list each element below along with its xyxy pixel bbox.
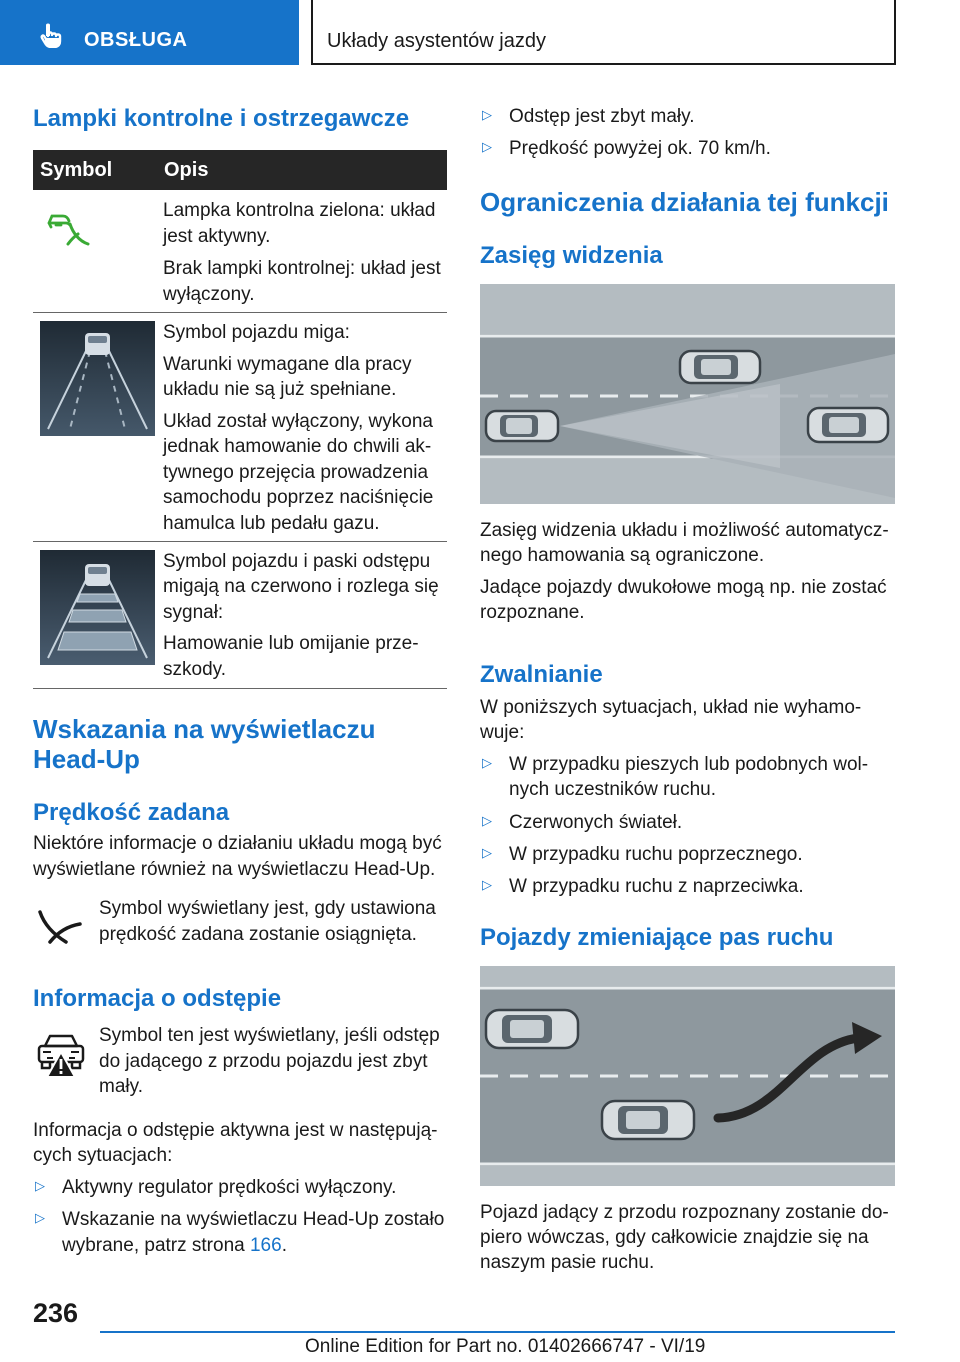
- speed-heading: Prędkość zadana: [33, 799, 230, 826]
- row1-desc-line: wyłączony.: [163, 284, 255, 305]
- bullet-triangle-icon: ▷: [482, 845, 492, 860]
- distance-intro-line: Informacja o odstępie aktywna jest w następują-: [33, 1120, 438, 1141]
- slowdown-bullet-list: [480, 752, 895, 906]
- row2-desc-line: Układ został wyłączony, wykona: [163, 411, 433, 432]
- list-item: [480, 752, 895, 810]
- row3-desc-line: Symbol pojazdu i paski odstępu: [163, 551, 431, 572]
- range-text-line: Zasięg widzenia układu i możliwość automatycz-: [480, 520, 889, 541]
- list-item-text: Czerwonych świateł.: [509, 812, 683, 833]
- slowdown-intro-line: W poniższych sytuacjach, układ nie wyhamo-: [480, 697, 862, 718]
- list-item: [480, 842, 895, 874]
- chapter-title: Układy asystentów jazdy: [327, 30, 546, 52]
- list-item-text-part: wybrane, patrz strona: [62, 1235, 250, 1256]
- row2-desc-line: Symbol pojazdu miga:: [163, 322, 350, 343]
- hud-heading-line2: Head-Up: [33, 744, 140, 774]
- list-item-text: [62, 1233, 287, 1259]
- list-item-text: W przypadku ruchu z naprzeciwka.: [509, 876, 804, 897]
- table-divider: [33, 688, 447, 689]
- vehicle-distance-bars-display: [40, 550, 155, 665]
- distance-symbol-text-line: do jadącego z przodu pojazdu jest zbyt: [99, 1051, 428, 1072]
- slowdown-heading: Zwalnianie: [480, 661, 603, 688]
- footer-divider: [100, 1331, 895, 1333]
- distance-bullet-list: [33, 1175, 447, 1267]
- list-item-text: Aktywny regulator prędkości wyłączony.: [62, 1177, 397, 1198]
- distance-intro-line: cych sytuacjach:: [33, 1145, 173, 1166]
- section-tab-label: OBSŁUGA: [84, 29, 188, 51]
- limits-heading: Ograniczenia działania tej funkcji: [480, 187, 889, 217]
- distance-symbol-text-line: Symbol ten jest wyświetlany, jeśli odstęp: [99, 1025, 440, 1046]
- row1-desc-line: Brak lampki kontrolnej: układ jest: [163, 258, 441, 279]
- bullet-triangle-icon: ▷: [482, 755, 492, 770]
- hand-pointer-icon: [40, 22, 66, 48]
- chapter-header: [311, 0, 896, 65]
- row3-desc-line: sygnał:: [163, 602, 224, 623]
- range-text-line: rozpoznane.: [480, 602, 585, 623]
- list-item: [480, 104, 895, 136]
- row2-desc-line: Warunki wymagane dla pracy: [163, 354, 412, 375]
- speed-text-line: Niektóre informacje o działaniu układu mogą być: [33, 833, 442, 854]
- speed-symbol-text-line: prędkość zadana zostanie osiągnięta.: [99, 924, 417, 945]
- list-item-text: nych uczestników ruchu.: [509, 779, 716, 800]
- hud-heading-line1: Wskazania na wyświetlaczu: [33, 714, 376, 744]
- distance-warning-car-icon: [35, 1030, 87, 1080]
- list-item: [33, 1207, 447, 1267]
- list-item-text: W przypadku ruchu poprzecznego.: [509, 844, 803, 865]
- list-item-text-part: .: [281, 1235, 287, 1256]
- range-heading: Zasięg widzenia: [480, 242, 663, 269]
- row2-desc-line: jednak hamowanie do chwili ak-: [163, 436, 432, 457]
- lane-text-line: Pojazd jadący z przodu rozpoznany zostanie do-: [480, 1202, 889, 1223]
- list-item-text: W przypadku pieszych lub podobnych wol-: [509, 754, 869, 775]
- bullet-triangle-icon: ▷: [482, 107, 492, 122]
- range-text-line: nego hamowania są ograniczone.: [480, 545, 765, 566]
- page-number: 236: [33, 1298, 79, 1328]
- lane-text-line: naszym pasie ruchu.: [480, 1252, 655, 1273]
- row1-desc-line: jest aktywny.: [163, 226, 271, 247]
- row2-desc-line: tywnego przejęcia prowadzenia: [163, 462, 429, 483]
- row2-desc-line: samochodu poprzez naciśnięcie: [163, 487, 434, 508]
- speed-text-line: wyświetlane również na wyświetlaczu Head-Up.: [33, 859, 436, 880]
- lane-text-line: piero wówczas, gdy całkowicie znajdzie się na: [480, 1227, 869, 1248]
- table-divider: [33, 312, 447, 313]
- row3-desc-line: szkody.: [163, 659, 227, 680]
- bullet-triangle-icon: ▷: [35, 1178, 45, 1193]
- list-item-text: Prędkość powyżej ok. 70 km/h.: [509, 138, 771, 159]
- slowdown-intro-line: wuje:: [480, 722, 525, 743]
- list-item-text: Odstęp jest zbyt mały.: [509, 106, 695, 127]
- edition-info: Online Edition for Part no. 01402666747 - VI/19: [305, 1336, 706, 1357]
- distance-symbol-text-line: mały.: [99, 1076, 143, 1097]
- bullet-triangle-icon: ▷: [482, 139, 492, 154]
- vehicle-symbol-display: [40, 321, 155, 436]
- list-item: [480, 136, 895, 168]
- col-symbol: Symbol: [40, 159, 113, 181]
- distance-heading: Informacja o odstępie: [33, 985, 282, 1012]
- lamps-heading: Lampki kontrolne i ostrzegawcze: [33, 105, 410, 132]
- list-item: [33, 1175, 447, 1207]
- bullet-triangle-icon: ▷: [482, 813, 492, 828]
- bullet-triangle-icon: ▷: [35, 1210, 45, 1225]
- row1-desc-line: Lampka kontrolna zielona: układ: [163, 200, 436, 221]
- row2-desc-line: układu nie są już spełniane.: [163, 379, 397, 400]
- lane-change-heading: Pojazdy zmieniające pas ruchu: [480, 924, 834, 951]
- page-reference-link[interactable]: 166: [249, 1235, 282, 1256]
- table-header: [33, 150, 447, 190]
- section-tab[interactable]: [0, 0, 299, 65]
- row3-desc-line: Hamowanie lub omijanie prze-: [163, 633, 419, 654]
- row2-desc-line: hamulca lub pedału gazu.: [163, 513, 380, 534]
- top-bullet-list: [480, 104, 895, 168]
- row3-desc-line: migają na czerwono i rozlega się: [163, 576, 439, 597]
- set-speed-reached-icon: [34, 898, 86, 948]
- lane-change-illustration: [480, 966, 895, 1186]
- list-item: [480, 810, 895, 842]
- table-divider: [33, 541, 447, 542]
- speed-symbol-text-line: Symbol wyświetlany jest, gdy ustawiona: [99, 898, 436, 919]
- list-item-text: Wskazanie na wyświetlaczu Head-Up zostało: [62, 1209, 445, 1230]
- green-lane-lamp-icon: [42, 202, 94, 248]
- bullet-triangle-icon: ▷: [482, 877, 492, 892]
- range-text-line: Jadące pojazdy dwukołowe mogą np. nie zostać: [480, 577, 887, 598]
- list-item: [480, 874, 895, 906]
- col-description: Opis: [164, 159, 209, 181]
- range-illustration: [480, 284, 895, 504]
